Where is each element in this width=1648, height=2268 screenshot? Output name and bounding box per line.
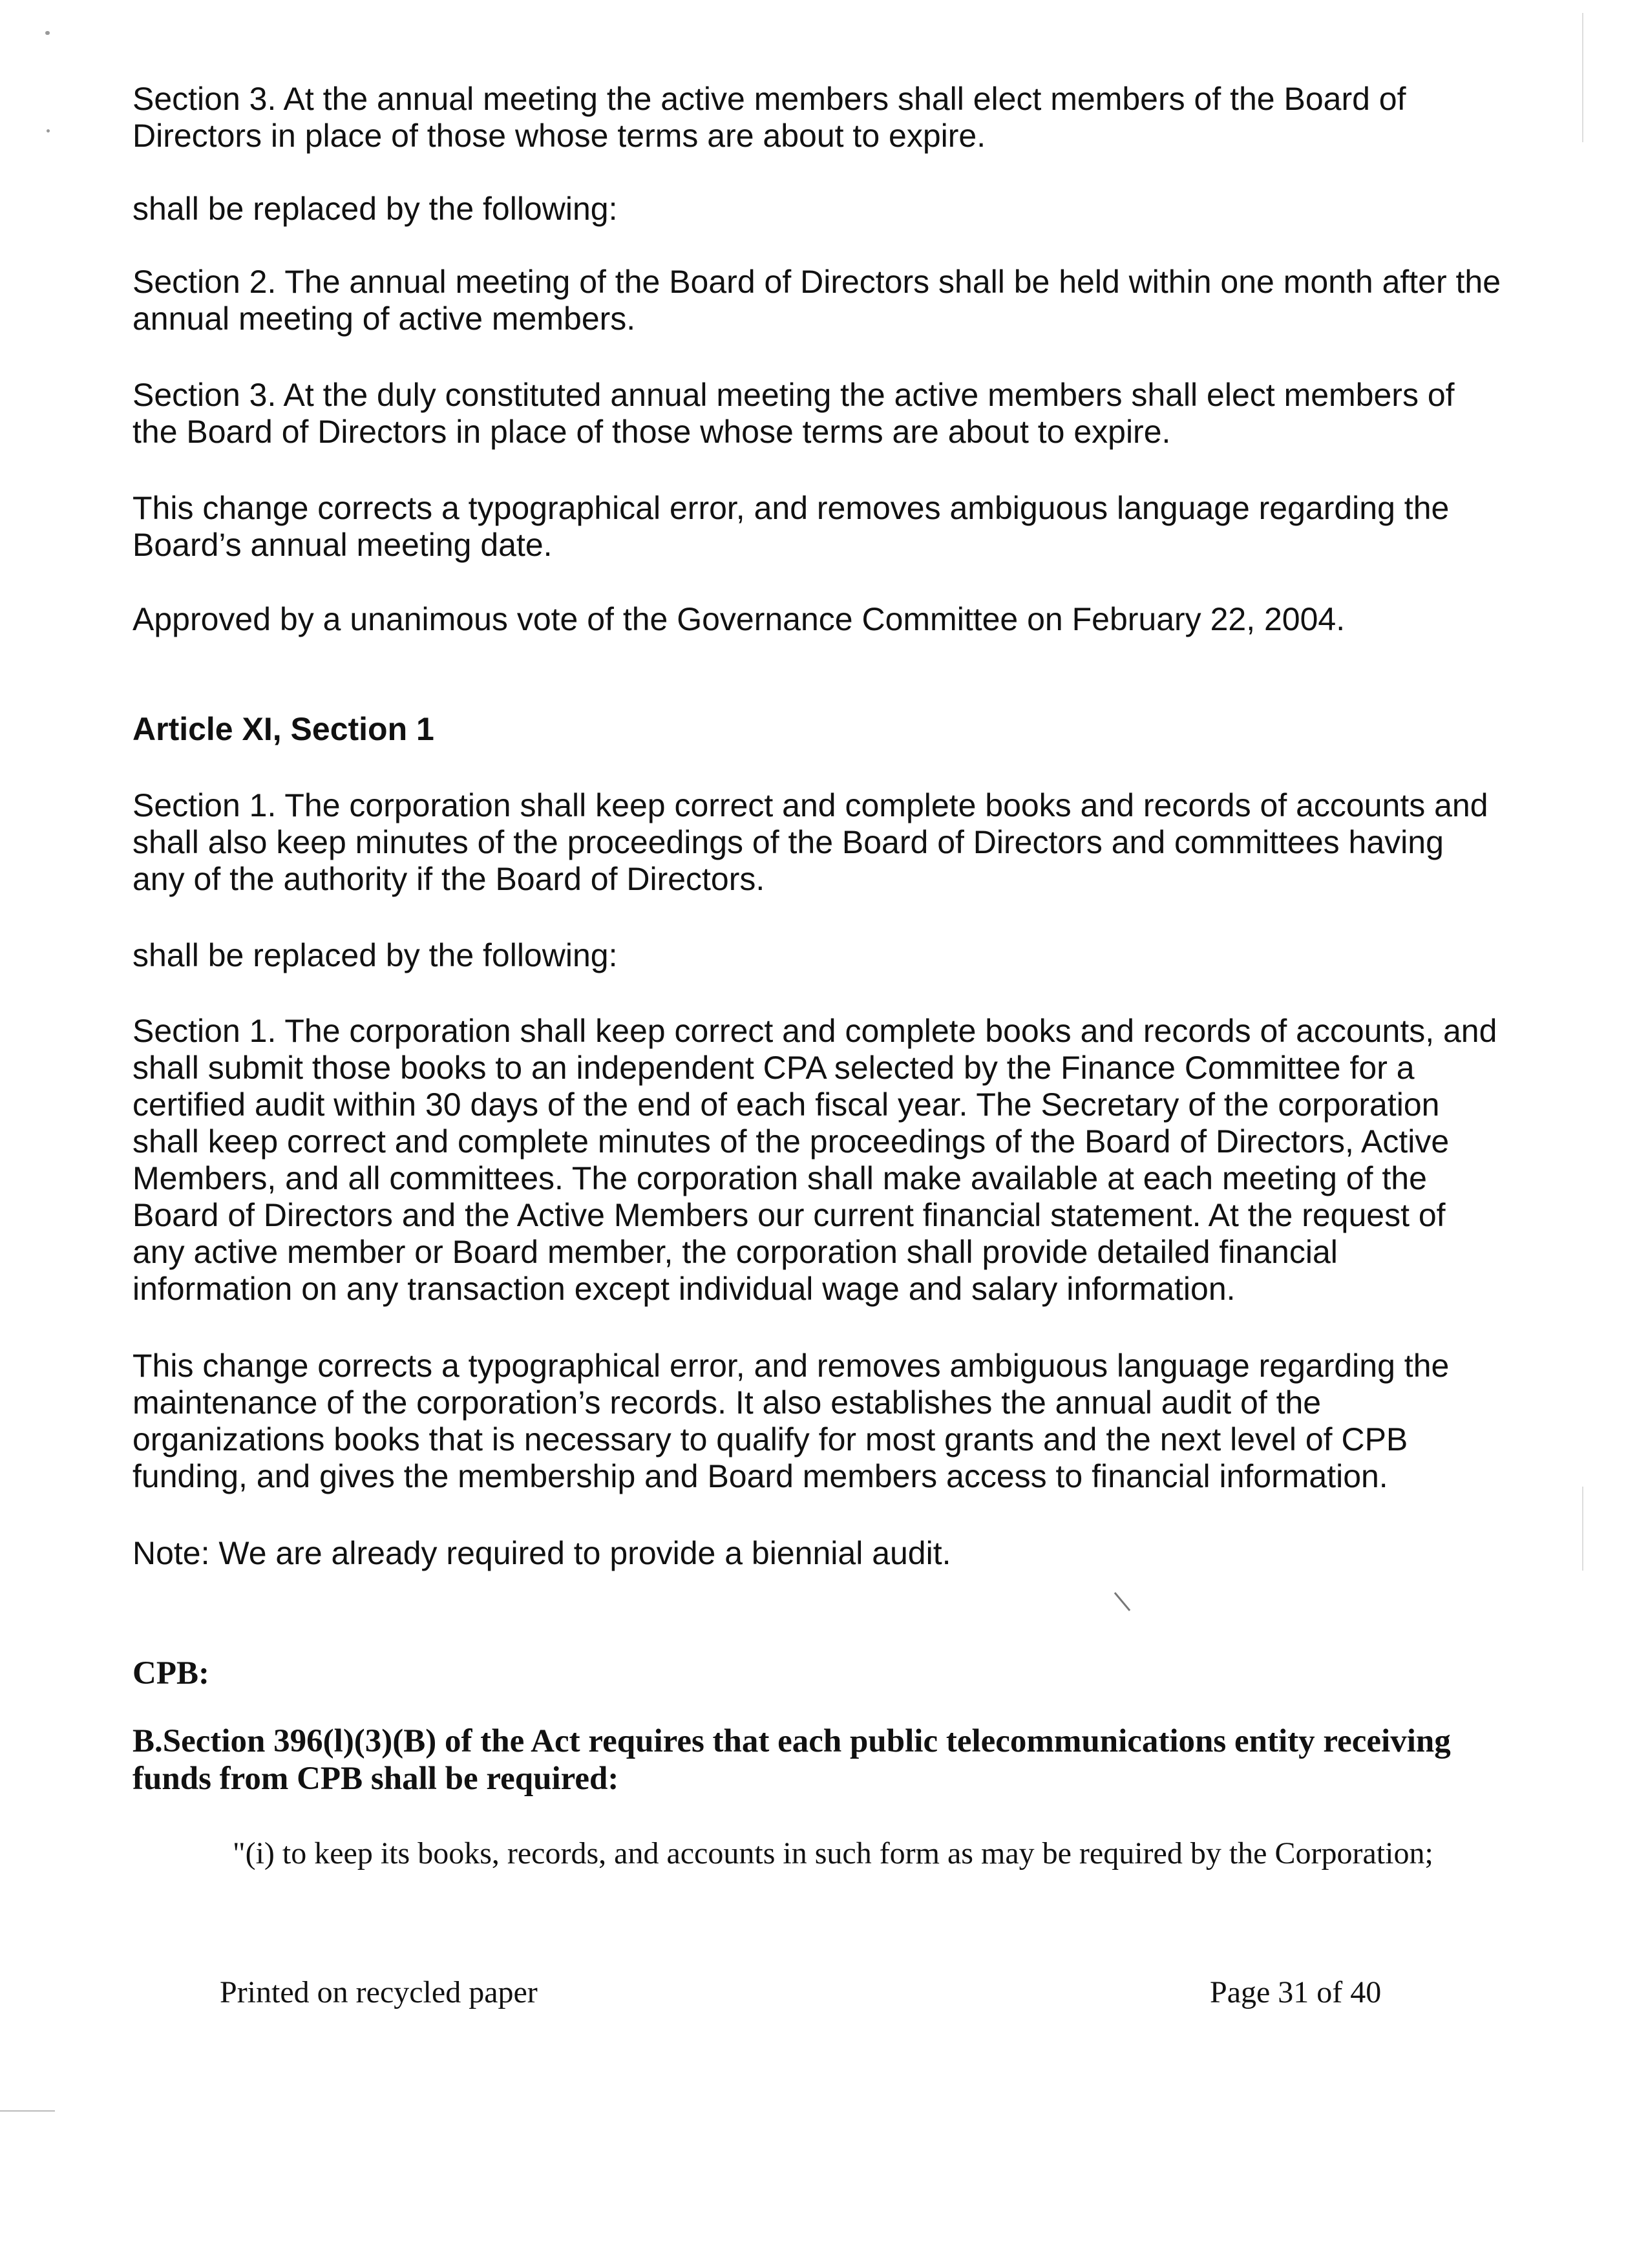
paragraph-cpb-quote: "(i) to keep its books, records, and accounts in such form as may be required by the Corporation; [233, 1836, 1433, 1871]
pen-mark [1114, 1592, 1130, 1611]
scan-speck [45, 31, 50, 35]
paragraph-new-section-3: Section 3. At the duly constituted annual meeting the active members shall elect members of the Board of Directors in place of those whose terms are about to expire. [132, 377, 1455, 450]
footer-recycled-note: Printed on recycled paper [220, 1975, 538, 2009]
scan-edge-mark [1582, 1487, 1583, 1571]
paragraph-approval: Approved by a unanimous vote of the Governance Committee on February 22, 2004. [132, 601, 1346, 637]
heading-article-xi: Article XI, Section 1 [132, 711, 434, 747]
paragraph-note: Note: We are already required to provide a biennial audit. [132, 1535, 951, 1571]
paragraph-rationale-1: This change corrects a typographical error, and removes ambiguous language regarding the Board’s annual meeting date. [132, 490, 1450, 563]
paragraph-old-section-1: Section 1. The corporation shall keep correct and complete books and records of accounts and shall also keep minutes of the proceedings of the Board of Directors and committees having any of the authority if the Board of Directors. [132, 787, 1488, 897]
paragraph-cpb-intro: B.Section 396(l)(3)(B) of the Act requires that each public telecommunications entity receiving funds from CPB shall be required: [132, 1723, 1451, 1797]
paragraph-replaced-by-1: shall be replaced by the following: [132, 191, 618, 227]
scan-edge-line [0, 2110, 55, 2112]
paragraph-old-section-3: Section 3. At the annual meeting the active members shall elect members of the Board of Directors in place of those whose terms are about to expire. [132, 81, 1406, 154]
scan-speck [47, 129, 50, 132]
scan-edge-mark [1582, 13, 1583, 142]
paragraph-rationale-2: This change corrects a typographical error, and removes ambiguous language regarding the maintenance of the corporation’s records. It also establishes the annual audit of the organizations books that is necessary to qualify for most grants and the next level of CPB funding, and gives the membership and Board members access to financial information. [132, 1348, 1450, 1494]
heading-cpb: CPB: [132, 1655, 209, 1691]
paragraph-replaced-by-2: shall be replaced by the following: [132, 937, 618, 973]
paragraph-new-section-2: Section 2. The annual meeting of the Board of Directors shall be held within one month after the annual meeting of active members. [132, 264, 1501, 337]
paragraph-new-section-1: Section 1. The corporation shall keep correct and complete books and records of accounts, and shall submit those books to an independent CPA selected by the Finance Committee for a certified audit within 30 days of the end of each fiscal year. The Secretary of the corporation shall keep correct and complete minutes of the proceedings of the Board of Directors, Active Members, and all committees. The corporation shall make available at each meeting of the Board of Directors and the Active Members our current financial statement. At the request of any active member or Board member, the corporation shall provide detailed financial information on any transaction except individual wage and salary information. [132, 1013, 1497, 1307]
footer-page-number: Page 31 of 40 [1210, 1975, 1382, 2009]
